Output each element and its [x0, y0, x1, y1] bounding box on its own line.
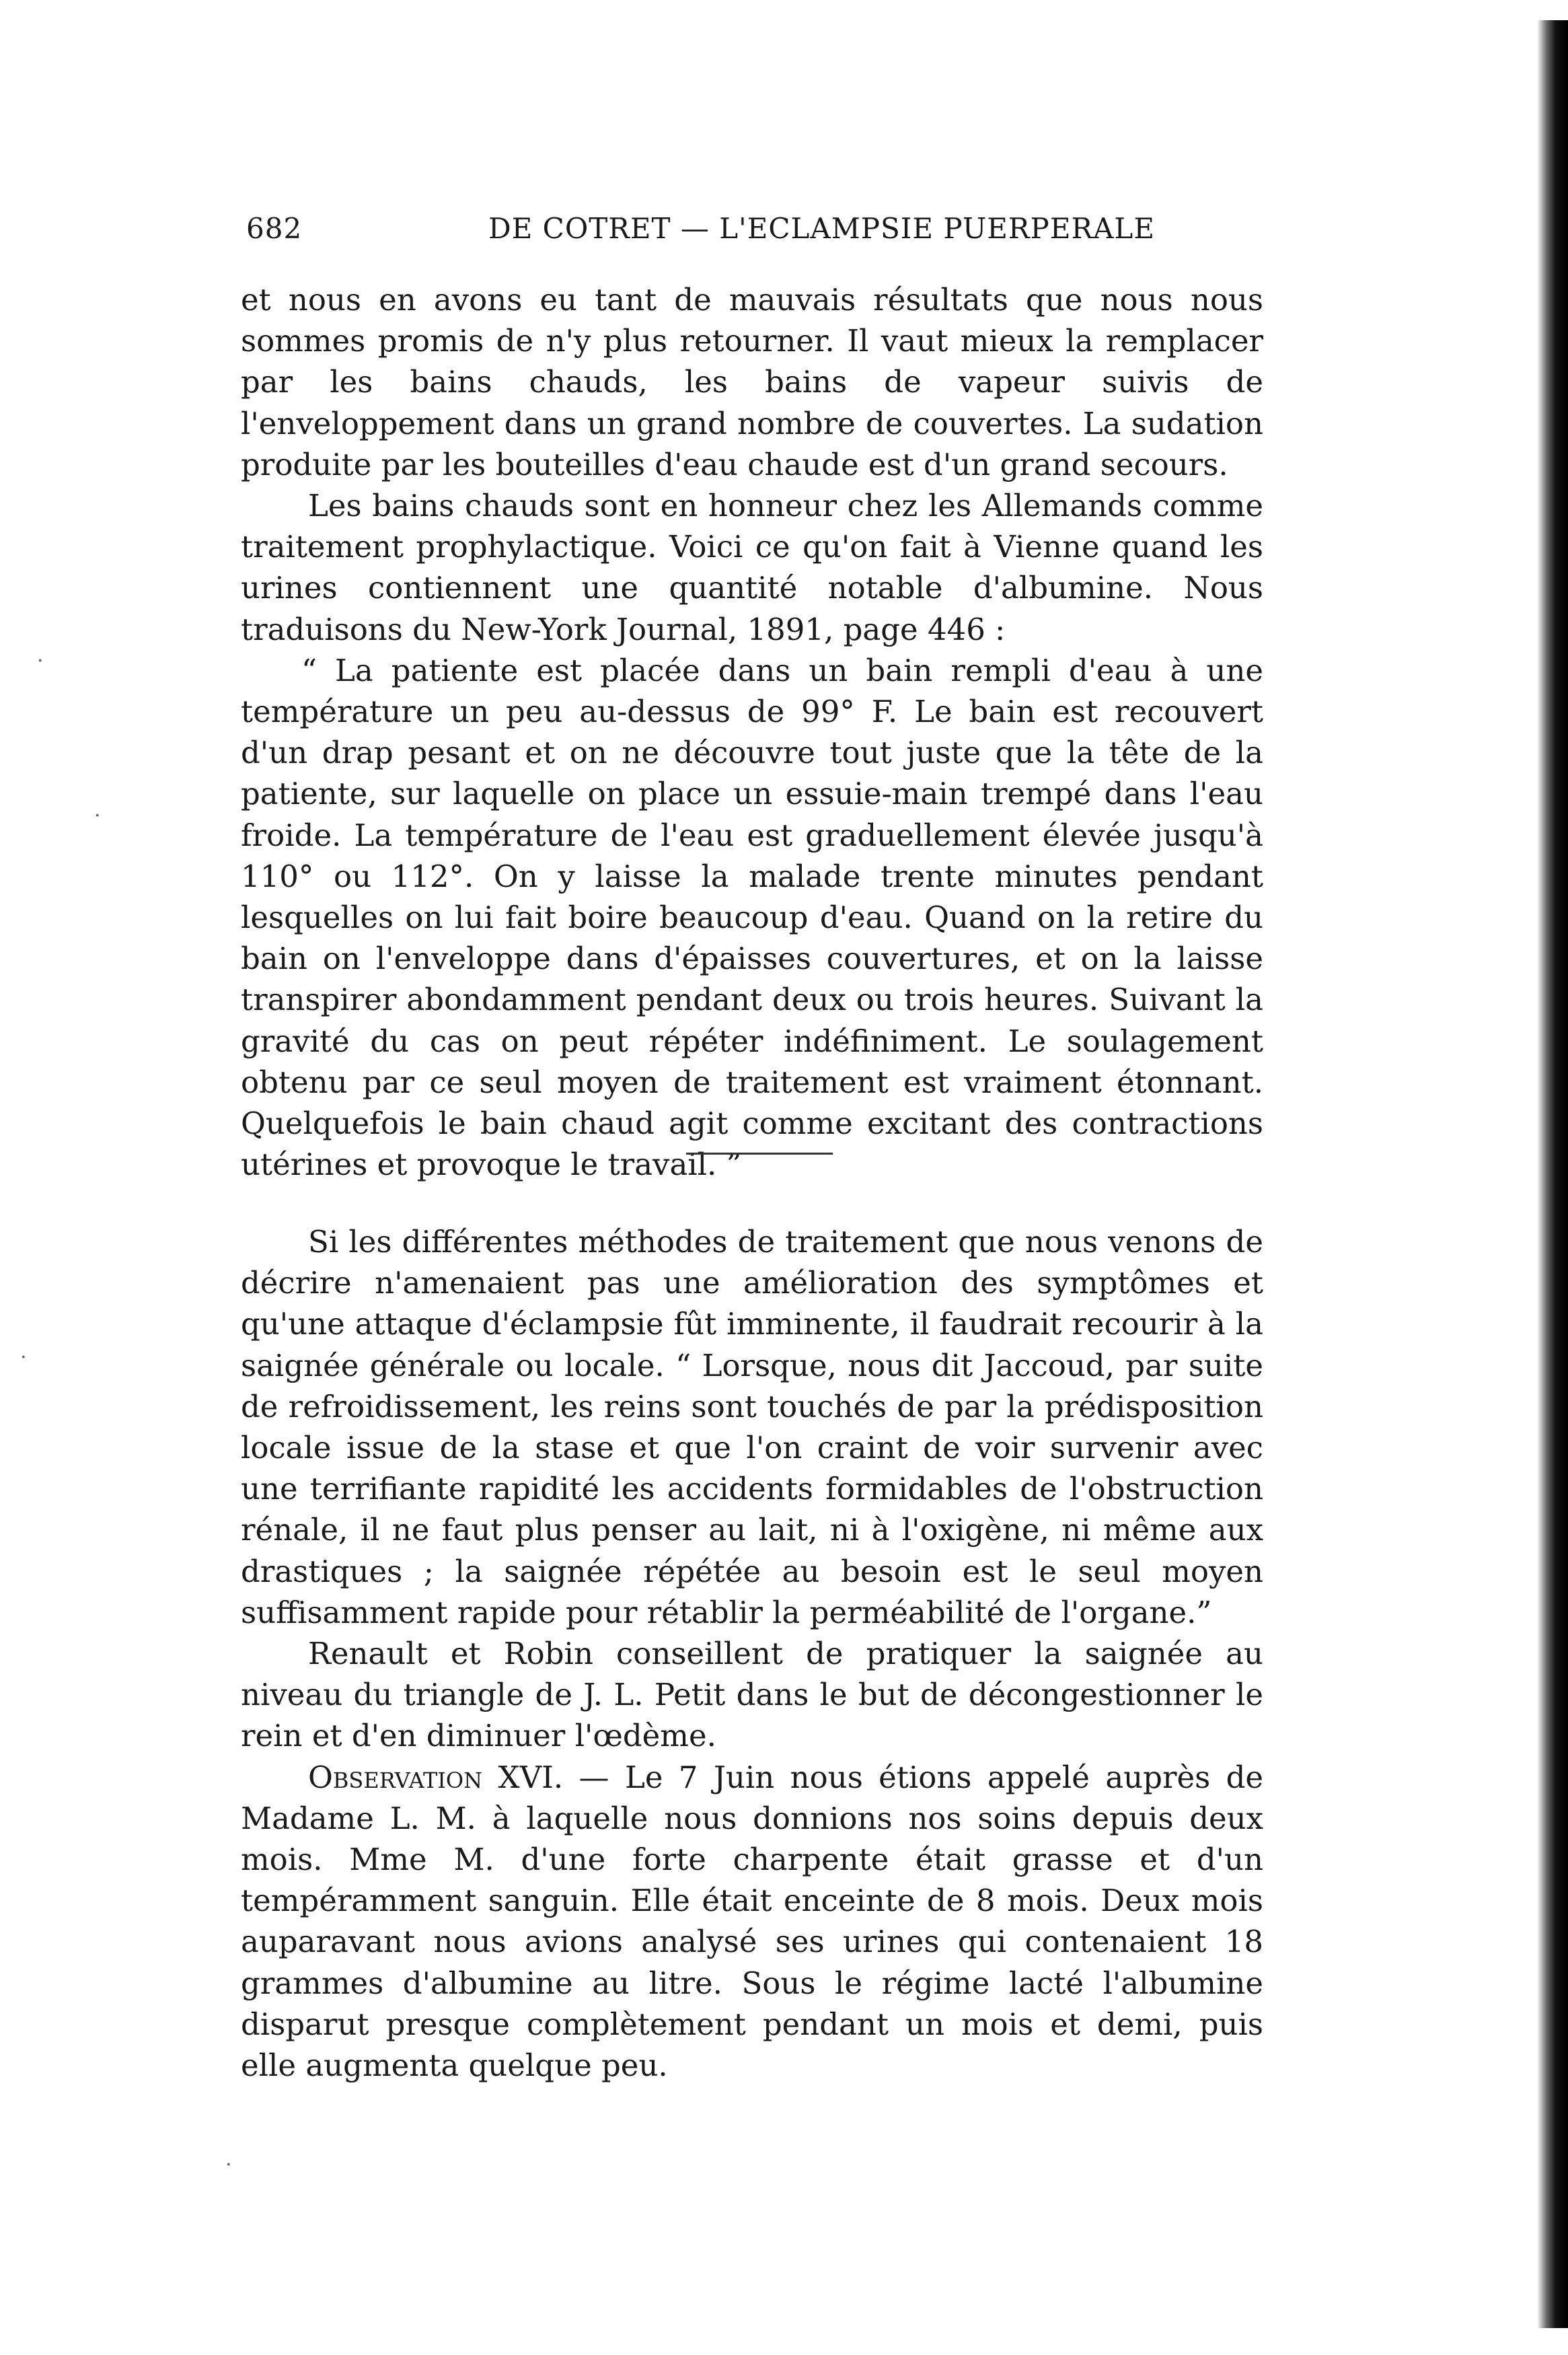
scanned-page-edge — [1537, 20, 1568, 2328]
observation-text: — Le 7 Juin nous étions appelé auprès de Madame L. M. à laquelle nous donnions nos soins depuis deux mois. Mme M. d'une forte charpente était grasse et d'un tempéramment sanguin. Elle était enceinte de 8 mois. Deux mois auparavant nous avions analysé ses urines qui contenaient 18 grammes d'albumine au litre. Sous le régime lacté l'albumine disparut presque complètement pendant un mois et demi, puis elle augmenta quelque peu. — [241, 1759, 1264, 2084]
page-number: 682 — [246, 212, 303, 245]
text-block-lower — [241, 1221, 1263, 2086]
running-title: DE COTRET — L'ECLAMPSIE PUERPERALE — [488, 212, 1155, 245]
margin-speck: · — [20, 1346, 27, 1369]
margin-speck: · — [225, 2153, 232, 2177]
margin-speck: · — [37, 649, 44, 673]
page-header — [246, 212, 1248, 259]
text-block-upper — [241, 279, 1263, 1185]
margin-speck: · — [94, 804, 101, 828]
section-divider — [686, 1153, 833, 1155]
paragraph-renault-robin: Renault et Robin conseillent de pratiquer la saignée au niveau du triangle de J. L. Petit dans le but de décongestionner le rein et d'en diminuer l'œdème. — [241, 1636, 1263, 1754]
paragraph-quotation: “ La patiente est placée dans un bain rempli d'eau à une température un peu au-dessus de 99° F. Le bain est recouvert d'un drap pesant et on ne découvre tout juste que la tête de la patiente, sur laquelle on place un essuie-main trempé dans l'eau froide. La température de l'eau est graduellement élevée jusqu'à 110° ou 112°. On y laisse la malade trente minutes pendant lesquelles on lui fait boire beaucoup d'eau. Quand on la retire du bain on l'enveloppe dans d'épaisses couvertures, et on la laisse transpirer abondamment pendant deux ou trois heures. Suivant la gravité du cas on peut répéter indéfiniment. Le soulagement obtenu par ce seul moyen de traitement est vraiment étonnant. Quelquefois le bain chaud agit comme excitant des contractions utérines et provoque le travail. ” — [241, 652, 1263, 1183]
paragraph-hot-baths: Les bains chauds sont en honneur chez les Allemands comme traitement prophylactique. Voici ce qu'on fait à Vienne quand les urines contiennent une quantité notable d'albumine. Nous traduisons du New-York Journal, 1891, page 446 : — [241, 488, 1263, 647]
paragraph-continuation: et nous en avons eu tant de mauvais résultats que nous nous sommes promis de n'y plus retourner. Il vaut mieux la remplacer par les bains chauds, les bains de vapeur suivis de l'enveloppement dans un grand nombre de couvertes. La sudation produite par les bouteilles d'eau chaude est d'un grand secours. — [241, 282, 1263, 482]
paragraph-bleeding: Si les différentes méthodes de traitement que nous venons de décrire n'amenaient pas une amélioration des symptômes et qu'une attaque d'éclampsie fût imminente, il faudrait recourir à la saignée générale ou locale. “ Lorsque, nous dit Jaccoud, par suite de refroidissement, les reins sont touchés de par la prédisposition locale issue de la stase et que l'on craint de voir survenir avec une terrifiante rapidité les accidents formidables de l'obstruction rénale, il ne faut plus penser au lait, ni à l'oxigène, ni même aux drastiques ; la saignée répétée au besoin est le seul moyen suffisamment rapide pour rétablir la perméabilité de l'organe.” — [241, 1224, 1263, 1630]
observation-label: Observation XVI. — [308, 1759, 564, 1795]
paragraph-observation — [241, 1757, 1263, 2087]
